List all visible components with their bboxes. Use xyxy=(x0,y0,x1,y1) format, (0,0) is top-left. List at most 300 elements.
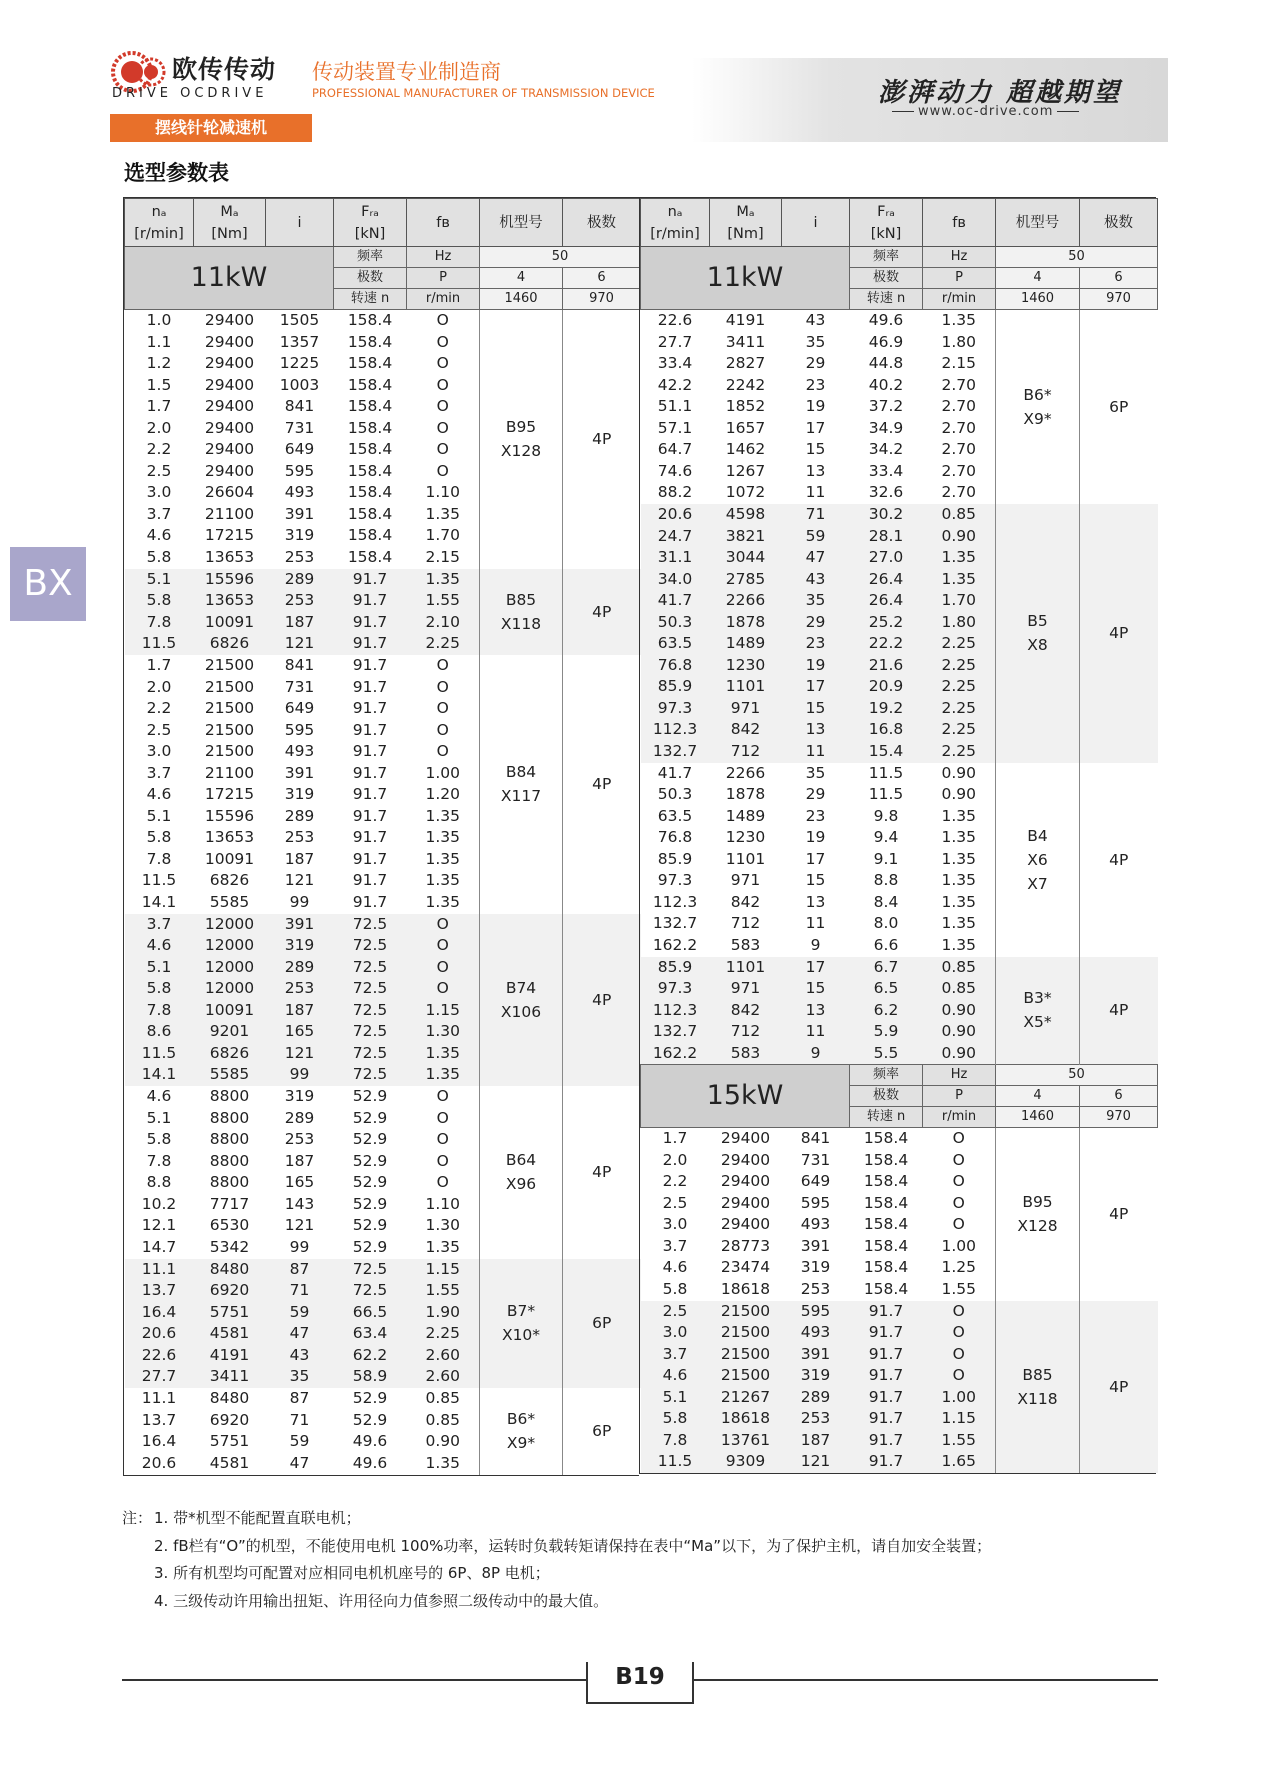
freq-value: 50 xyxy=(996,1065,1158,1086)
table-cell: 1225 xyxy=(266,353,334,375)
table-cell: 1230 xyxy=(710,827,782,849)
table-cell: O xyxy=(407,935,480,957)
model-group xyxy=(125,1086,641,1259)
table-cell: 40.2 xyxy=(850,375,923,397)
table-cell: 57.1 xyxy=(641,418,710,440)
frequency-row xyxy=(125,247,641,268)
freq-cell: P xyxy=(923,268,996,289)
table-cell: 158.4 xyxy=(850,1257,923,1279)
table-cell: 42.2 xyxy=(641,375,710,397)
brand-logo xyxy=(110,44,295,104)
table-cell: 9.4 xyxy=(850,827,923,849)
table-cell: 34.9 xyxy=(850,418,923,440)
power-rating: 11kW xyxy=(125,247,334,310)
note-item: 4. 三级传动许用输出扭矩、许用径向力值参照二级传动中的最大值。 xyxy=(154,1591,609,1610)
table-cell: 1.15 xyxy=(407,1000,480,1022)
note-item: 1. 带*机型不能配置直联电机； xyxy=(154,1509,361,1527)
table-cell: 43 xyxy=(782,310,850,332)
table-cell: 1.25 xyxy=(923,1257,996,1279)
table-cell: 91.7 xyxy=(334,870,407,892)
table-cell: 4.6 xyxy=(641,1365,710,1387)
table-cell: 1.35 xyxy=(923,892,996,914)
table-cell: 1.35 xyxy=(407,569,480,591)
table-cell: 85.9 xyxy=(641,957,710,979)
page-number: B19 xyxy=(615,1664,665,1690)
table-cell: 63.5 xyxy=(641,633,710,655)
table-cell: 5.8 xyxy=(641,1408,710,1430)
table-cell: 91.7 xyxy=(334,892,407,914)
table-cell: O xyxy=(407,978,480,1000)
table-cell: 3411 xyxy=(194,1366,266,1388)
text-line: [r/min] xyxy=(650,225,700,242)
table-cell: 35 xyxy=(782,332,850,354)
table-cell: 6.5 xyxy=(850,978,923,1000)
pole-count: 4P xyxy=(563,310,641,569)
freq-cell: 转速 n xyxy=(850,289,923,310)
table-cell: 26.4 xyxy=(850,590,923,612)
table-cell: 33.4 xyxy=(641,353,710,375)
table-cell: 87 xyxy=(266,1259,334,1281)
table-cell: 7.8 xyxy=(125,612,194,634)
table-cell: 19 xyxy=(782,827,850,849)
table-cell: 3.7 xyxy=(641,1236,710,1258)
text-line: X128 xyxy=(500,442,542,461)
text-line: B74 xyxy=(505,978,537,997)
text-line: [kN] xyxy=(870,225,902,242)
table-cell: 91.7 xyxy=(850,1344,923,1366)
table-cell: 11.5 xyxy=(850,763,923,785)
table-cell: 1.35 xyxy=(407,1043,480,1065)
table-cell: 2242 xyxy=(710,375,782,397)
table-cell: 17 xyxy=(782,676,850,698)
text-line: X96 xyxy=(505,1175,537,1194)
table-cell: 29400 xyxy=(194,418,266,440)
table-cell: 187 xyxy=(782,1430,850,1452)
table-cell: 649 xyxy=(266,439,334,461)
table-cell: 91.7 xyxy=(334,720,407,742)
table-cell: 29400 xyxy=(194,310,266,332)
table-cell: 11.5 xyxy=(641,1451,710,1473)
table-cell: 5.1 xyxy=(125,569,194,591)
text-line: X5* xyxy=(1023,1013,1052,1032)
table-cell: 289 xyxy=(266,806,334,828)
table-cell: 112.3 xyxy=(641,892,710,914)
table-cell: 3044 xyxy=(710,547,782,569)
table-cell: 1.35 xyxy=(407,1453,480,1475)
table-cell: 595 xyxy=(782,1193,850,1215)
table-cell: 74.6 xyxy=(641,461,710,483)
table-cell: 1.7 xyxy=(125,655,194,677)
model-number xyxy=(996,310,1080,505)
table-cell: 27.7 xyxy=(641,332,710,354)
table-cell: 391 xyxy=(266,914,334,936)
table-cell: 11.5 xyxy=(850,784,923,806)
table-cell: 41.7 xyxy=(641,763,710,785)
table-cell: 187 xyxy=(266,1000,334,1022)
table-cell: 71 xyxy=(266,1410,334,1432)
table-cell: 59 xyxy=(266,1431,334,1453)
text-line: B6* xyxy=(506,1410,536,1429)
table-cell: 11 xyxy=(782,741,850,763)
table-cell: 30.2 xyxy=(850,504,923,526)
table-cell: 21500 xyxy=(710,1365,782,1387)
table-cell: 29400 xyxy=(710,1128,782,1150)
table-cell: 3.7 xyxy=(641,1344,710,1366)
text-line: B5 xyxy=(1027,612,1048,631)
table-cell: 1101 xyxy=(710,957,782,979)
table-cell: 1.35 xyxy=(923,547,996,569)
frequency-block xyxy=(125,247,641,310)
table-cell: 143 xyxy=(266,1194,334,1216)
table-cell: 29400 xyxy=(710,1214,782,1236)
table-cell: 12.1 xyxy=(125,1215,194,1237)
table-cell: O xyxy=(407,439,480,461)
column-header: i xyxy=(782,199,850,247)
model-number xyxy=(480,569,563,656)
freq-cell: 6 xyxy=(563,268,641,289)
table-cell: 6826 xyxy=(194,870,266,892)
table-cell: O xyxy=(407,418,480,440)
table-cell: 6.6 xyxy=(850,935,923,957)
table-cell: 3.7 xyxy=(125,763,194,785)
table-cell: 8.6 xyxy=(125,1021,194,1043)
table-cell: 1.15 xyxy=(407,1259,480,1281)
table-row xyxy=(125,1259,641,1281)
table-cell: 2827 xyxy=(710,353,782,375)
table-cell: 17 xyxy=(782,957,850,979)
table-cell: 7.8 xyxy=(125,849,194,871)
table-cell: 2.25 xyxy=(407,1323,480,1345)
freq-cell: 极数 xyxy=(850,1086,923,1107)
table-cell: 15 xyxy=(782,978,850,1000)
table-cell: 2.0 xyxy=(125,677,194,699)
frequency-block xyxy=(641,1065,1158,1128)
table-cell: 21500 xyxy=(710,1301,782,1323)
table-cell: 29400 xyxy=(194,332,266,354)
table-cell: 62.2 xyxy=(334,1345,407,1367)
table-cell: 29400 xyxy=(710,1150,782,1172)
table-cell: 29400 xyxy=(710,1193,782,1215)
table-cell: 1.55 xyxy=(923,1430,996,1452)
table-cell: 23 xyxy=(782,806,850,828)
table-cell: 1.35 xyxy=(407,1064,480,1086)
table-cell: 76.8 xyxy=(641,827,710,849)
pole-count: 4P xyxy=(1080,763,1158,957)
text-line: B95 xyxy=(505,418,537,437)
table-row xyxy=(641,504,1158,526)
table-cell: 26604 xyxy=(194,482,266,504)
table-cell: 5.8 xyxy=(125,978,194,1000)
table-cell: 971 xyxy=(710,870,782,892)
table-cell: 21100 xyxy=(194,763,266,785)
table-cell: 24.7 xyxy=(641,526,710,548)
note-item: 2. fB栏有“O”的机型，不能使用电机 100%功率，运转时负载转矩请保持在表中“Ma”以下，为了保护主机，请自加安全装置； xyxy=(154,1536,992,1555)
freq-label: 频率 xyxy=(334,247,407,268)
table-cell: 97.3 xyxy=(641,698,710,720)
table-cell: 6920 xyxy=(194,1280,266,1302)
table-cell: 595 xyxy=(782,1301,850,1323)
table-cell: 1357 xyxy=(266,332,334,354)
table-cell: 9 xyxy=(782,935,850,957)
table-cell: 20.9 xyxy=(850,676,923,698)
table-cell: 1.1 xyxy=(125,332,194,354)
table-cell: 165 xyxy=(266,1172,334,1194)
table-cell: 289 xyxy=(782,1387,850,1409)
freq-cell: P xyxy=(407,268,480,289)
table-cell: 19.2 xyxy=(850,698,923,720)
table-cell: 1.35 xyxy=(923,827,996,849)
table-cell: 0.90 xyxy=(923,526,996,548)
table-cell: 1.35 xyxy=(923,849,996,871)
column-header xyxy=(710,199,782,247)
table-cell: 649 xyxy=(782,1171,850,1193)
table-cell: O xyxy=(407,1086,480,1108)
table-cell: 72.5 xyxy=(334,1280,407,1302)
table-cell: 319 xyxy=(266,1086,334,1108)
freq-cell: 1460 xyxy=(996,289,1080,310)
table-cell: 1.55 xyxy=(407,1280,480,1302)
freq-cell: r/min xyxy=(923,289,996,310)
table-cell: 132.7 xyxy=(641,1021,710,1043)
table-row xyxy=(125,1086,641,1108)
table-cell: 842 xyxy=(710,719,782,741)
column-header xyxy=(125,199,194,247)
table-row xyxy=(641,957,1158,979)
pole-count: 6P xyxy=(1080,310,1158,505)
freq-cell: 6 xyxy=(1080,268,1158,289)
table-cell: 289 xyxy=(266,957,334,979)
table-cell: 52.9 xyxy=(334,1086,407,1108)
table-cell: 595 xyxy=(266,461,334,483)
pole-count: 4P xyxy=(563,569,641,656)
freq-cell: 6 xyxy=(1080,1086,1158,1107)
table-cell: 1.35 xyxy=(923,935,996,957)
table-cell: 52.9 xyxy=(334,1108,407,1130)
freq-label: 频率 xyxy=(850,247,923,268)
table-cell: 8800 xyxy=(194,1086,266,1108)
table-row xyxy=(641,1301,1158,1323)
table-cell: 731 xyxy=(782,1150,850,1172)
table-cell: O xyxy=(407,655,480,677)
model-number xyxy=(996,1301,1080,1474)
model-number xyxy=(480,310,563,569)
table-cell: 4.6 xyxy=(125,784,194,806)
table-cell: 91.7 xyxy=(334,849,407,871)
freq-cell: 4 xyxy=(996,268,1080,289)
table-cell: 91.7 xyxy=(334,698,407,720)
table-cell: 9.8 xyxy=(850,806,923,828)
table-cell: 1230 xyxy=(710,655,782,677)
table-cell: 14.7 xyxy=(125,1237,194,1259)
table-cell: 1.10 xyxy=(407,1194,480,1216)
table-cell: 842 xyxy=(710,1000,782,1022)
table-cell: 91.7 xyxy=(334,763,407,785)
power-rating: 11kW xyxy=(641,247,850,310)
freq-cell: 极数 xyxy=(850,268,923,289)
column-header: 极数 xyxy=(1080,199,1158,247)
table-cell: O xyxy=(407,957,480,979)
table-header xyxy=(125,199,641,247)
table-cell: 595 xyxy=(266,720,334,742)
table-cell: 1.70 xyxy=(407,525,480,547)
table-cell: 391 xyxy=(266,504,334,526)
table-cell: O xyxy=(923,1365,996,1387)
table-cell: 2.25 xyxy=(923,719,996,741)
table-cell: 64.7 xyxy=(641,439,710,461)
table-cell: 18618 xyxy=(710,1408,782,1430)
column-header: 机型号 xyxy=(480,199,563,247)
table-cell: 2.5 xyxy=(125,461,194,483)
table-cell: 158.4 xyxy=(334,439,407,461)
freq-cell: r/min xyxy=(923,1107,996,1128)
table-cell: 22.6 xyxy=(125,1345,194,1367)
column-header xyxy=(194,199,266,247)
table-cell: 1.35 xyxy=(923,569,996,591)
table-cell: 21100 xyxy=(194,504,266,526)
table-cell: O xyxy=(923,1150,996,1172)
table-cell: 2.70 xyxy=(923,396,996,418)
table-cell: 11 xyxy=(782,913,850,935)
table-cell: O xyxy=(407,332,480,354)
table-cell: 7717 xyxy=(194,1194,266,1216)
table-cell: 289 xyxy=(266,1108,334,1130)
table-cell: 9 xyxy=(782,1043,850,1065)
table-cell: 8800 xyxy=(194,1172,266,1194)
freq-value: 50 xyxy=(480,247,641,268)
table-cell: 162.2 xyxy=(641,935,710,957)
table-cell: 1.35 xyxy=(923,870,996,892)
table-cell: 63.4 xyxy=(334,1323,407,1345)
table-cell: O xyxy=(407,375,480,397)
table-cell: 0.85 xyxy=(923,957,996,979)
table-row xyxy=(125,655,641,677)
table-cell: 97.3 xyxy=(641,870,710,892)
table-cell: 13 xyxy=(782,461,850,483)
table-cell: 158.4 xyxy=(850,1214,923,1236)
table-cell: 132.7 xyxy=(641,741,710,763)
table-cell: 0.90 xyxy=(923,784,996,806)
table-cell: 0.90 xyxy=(923,763,996,785)
table-cell: 91.7 xyxy=(850,1451,923,1473)
table-cell: 63.5 xyxy=(641,806,710,828)
table-cell: 91.7 xyxy=(334,612,407,634)
table-cell: 1.00 xyxy=(923,1387,996,1409)
table-cell: 158.4 xyxy=(334,332,407,354)
table-cell: 158.4 xyxy=(850,1193,923,1215)
table-cell: 1.2 xyxy=(125,353,194,375)
text-line: X9* xyxy=(1023,410,1052,428)
table-cell: 158.4 xyxy=(850,1171,923,1193)
page-header xyxy=(0,0,1280,150)
table-cell: 15 xyxy=(782,870,850,892)
table-cell: 49.6 xyxy=(850,310,923,332)
table-cell: 10091 xyxy=(194,612,266,634)
table-cell: 0.90 xyxy=(923,1043,996,1065)
table-cell: 1657 xyxy=(710,418,782,440)
text-line: X106 xyxy=(500,1002,542,1021)
left-table xyxy=(124,198,641,1475)
model-group xyxy=(641,763,1158,957)
table-cell: 2.25 xyxy=(407,633,480,655)
pole-count: 4P xyxy=(1080,1301,1158,1474)
table-cell: 29400 xyxy=(194,375,266,397)
table-cell: 493 xyxy=(782,1322,850,1344)
table-cell: 29400 xyxy=(194,461,266,483)
freq-unit: Hz xyxy=(923,247,996,268)
table-cell: 21500 xyxy=(710,1344,782,1366)
column-header xyxy=(850,199,923,247)
tagline-cn: 传动装置专业制造商 xyxy=(312,60,501,84)
table-cell: 5585 xyxy=(194,1064,266,1086)
notes-lead: 注： xyxy=(122,1509,153,1527)
text-line: X7 xyxy=(1027,874,1048,893)
table-cell: 1.35 xyxy=(407,806,480,828)
text-line: [r/min] xyxy=(134,225,184,242)
text-line: X117 xyxy=(500,787,542,806)
table-cell: 8.0 xyxy=(850,913,923,935)
table-cell: 187 xyxy=(266,612,334,634)
model-number xyxy=(996,504,1080,763)
table-cell: 971 xyxy=(710,978,782,1000)
table-row xyxy=(125,914,641,936)
table-cell: O xyxy=(923,1171,996,1193)
table-cell: 1101 xyxy=(710,676,782,698)
tagline-en: PROFESSIONAL MANUFACTURER OF TRANSMISSION DEVICE xyxy=(312,86,655,100)
text-line: B95 xyxy=(1022,1193,1053,1212)
table-cell: 4598 xyxy=(710,504,782,526)
table-cell: 15596 xyxy=(194,806,266,828)
table-cell: 1003 xyxy=(266,375,334,397)
table-cell: 2.0 xyxy=(125,418,194,440)
table-cell: 1852 xyxy=(710,396,782,418)
table-cell: 91.7 xyxy=(334,590,407,612)
table-cell: 10.2 xyxy=(125,1194,194,1216)
freq-cell: 1460 xyxy=(480,289,563,310)
table-cell: 99 xyxy=(266,1237,334,1259)
column-header: 极数 xyxy=(563,199,641,247)
table-cell: 8800 xyxy=(194,1108,266,1130)
table-cell: 29400 xyxy=(194,439,266,461)
table-cell: 5.1 xyxy=(125,806,194,828)
table-cell: O xyxy=(407,720,480,742)
pole-count: 4P xyxy=(1080,957,1158,1065)
table-cell: O xyxy=(923,1301,996,1323)
table-cell: 2.25 xyxy=(923,633,996,655)
table-cell: 319 xyxy=(266,525,334,547)
table-cell: 91.7 xyxy=(334,569,407,591)
table-cell: 2.15 xyxy=(923,353,996,375)
table-cell: 1.0 xyxy=(125,310,194,332)
table-cell: 2.2 xyxy=(125,698,194,720)
table-cell: 91.7 xyxy=(334,655,407,677)
table-cell: 6826 xyxy=(194,633,266,655)
table-cell: 0.90 xyxy=(923,1000,996,1022)
table-cell: 1.35 xyxy=(407,1237,480,1259)
table-cell: 1462 xyxy=(710,439,782,461)
table-cell: 21500 xyxy=(194,655,266,677)
table-cell: 112.3 xyxy=(641,1000,710,1022)
category-label: 摆线针轮减速机 xyxy=(110,114,312,142)
table-cell: 1.35 xyxy=(407,892,480,914)
table-cell: 33.4 xyxy=(850,461,923,483)
notes-list xyxy=(154,1505,991,1615)
table-cell: O xyxy=(407,396,480,418)
table-cell: 158.4 xyxy=(850,1236,923,1258)
text-line: B3* xyxy=(1023,989,1052,1008)
table-cell: 2.70 xyxy=(923,375,996,397)
table-cell: 289 xyxy=(266,569,334,591)
text-line: X6 xyxy=(1027,850,1048,869)
